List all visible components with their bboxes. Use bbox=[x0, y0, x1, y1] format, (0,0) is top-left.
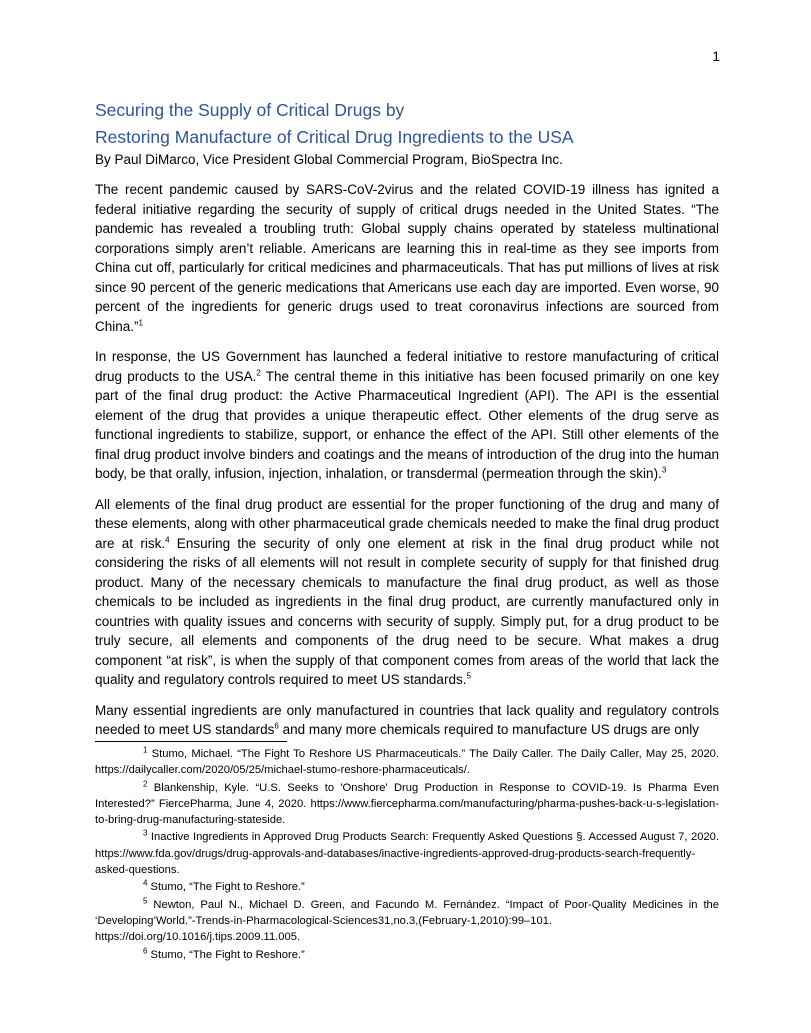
footnote-number: 2 bbox=[143, 778, 148, 788]
footnote-2 bbox=[95, 780, 719, 829]
paragraph-1 bbox=[95, 180, 719, 336]
paragraph-3 bbox=[95, 495, 719, 690]
footnote-3 bbox=[95, 829, 719, 878]
paragraph-4-text-b: and many more chemicals required to manufacture US drugs are only bbox=[278, 722, 700, 737]
footnote-text: Newton, Paul N., Michael D. Green, and Facundo M. Fernández. “Impact of Poor-Quality Medicines in the ‘Developing’World.”-Trends-in-Pharmacological-Sciences31,no.3,(February-1,2010):99–101. https://doi.org/10.1016/j.tips.2009.11.005. bbox=[95, 898, 719, 944]
footnote-6 bbox=[95, 947, 719, 963]
footnote-number: 6 bbox=[143, 945, 148, 955]
footnote-text: Blankenship, Kyle. “U.S. Seeks to 'Onshore' Drug Production in Response to COVID-19. Is Pharma Even Interested?” FiercePharma, June 4, 2020. https://www.fiercepharma.com/manufacturing/pharma-pushes-back-u-s-legislation-to-bring-drug-manufacturing-stateside. bbox=[95, 781, 719, 827]
footnotes-section bbox=[95, 746, 719, 964]
footnote-ref-6[interactable]: 6 bbox=[274, 721, 279, 731]
footnote-text: Stumo, “The Fight to Reshore.” bbox=[147, 948, 305, 961]
footnote-ref-5[interactable]: 5 bbox=[466, 671, 471, 681]
footnote-number: 1 bbox=[143, 745, 148, 755]
footnote-text: Stumo, “The Fight to Reshore.” bbox=[147, 881, 305, 894]
footnote-ref-1[interactable]: 1 bbox=[138, 318, 143, 327]
paragraph-4 bbox=[95, 701, 719, 740]
document-title-line-1: Securing the Supply of Critical Drugs by bbox=[95, 100, 405, 120]
document-title-line-2: Restoring Manufacture of Critical Drug Ingredients to the USA bbox=[95, 127, 574, 147]
paragraph-1-text: The recent pandemic caused by SARS-CoV-2virus and the related COVID-19 illness has ignited a federal initiative regarding the security of supply of critical drugs needed in the United States. “The pandemic has revealed a troubling truth: Global supply chains operated by stateless multinational corporations simply aren’t reliable. Americans are learning this in real-time as they see imports from China cut off, particularly for critical medicines and pharmaceuticals. That has put millions of lives at risk since 90 percent of the generic medications that Americans use each day are imported. Even worse, 90 percent of the ingredients for generic drugs used to treat coronavirus infections are sourced from China.” bbox=[95, 182, 719, 334]
paragraph-3-text-b: Ensuring the security of only one element at risk in the final drug product while not considering the risks of all elements will not result in complete security of supply for that finished drug product. Many of the necessary chemicals to manufacture the final drug product, as well as those chemicals to be included as ingredients in the final drug product, are currently manufactured only in countries with quality issues and concerns with security of supply. Simply put, for a drug product to be truly secure, all elements and components of the drug need to be secure. What makes a drug component “at risk”, is when the supply of that component comes from areas of the world that lack the quality and regulatory controls required to meet US standards. bbox=[95, 535, 719, 687]
paragraph-2-text-a: In response, the US Government has launched a federal initiative to restore manufacturing of critical drug products to the USA. bbox=[95, 349, 719, 384]
footnote-number: 3 bbox=[143, 828, 148, 838]
footnote-text: Inactive Ingredients in Approved Drug Products Search: Frequently Asked Questions §. Accessed August 7, 2020. https://www.fda.gov/drugs/drug-approvals-and-databases/inactive-ingredients-approved-drug-products-search-frequently-asked-questions. bbox=[95, 831, 719, 877]
paragraph-2 bbox=[95, 347, 719, 484]
footnote-1 bbox=[95, 746, 719, 779]
paragraph-2-text-b: The central theme in this initiative has been focused primarily on one key part of the final drug product: the Active Pharmaceutical Ingredient (API). The API is the essential element of the drug that provides a unique therapeutic effect. Other elements of the drug serve as functional ingredients to stabilize, support, or enhance the effect of the API. Still other elements of the final drug product involve binders and coatings and the means of introduction of the drug into the human body, be that orally, infusion, injection, inhalation, or transdermal (permeation through the skin). bbox=[95, 368, 719, 481]
paragraph-4-text-a: Many essential ingredients are only manufactured in countries that lack quality and regulatory controls needed to meet US standards bbox=[95, 702, 719, 737]
paragraph-3-text-a: All elements of the final drug product are essential for the proper functioning of the drug and many of these elements, along with other pharmaceutical grade chemicals needed to make the final drug product are at risk. bbox=[95, 496, 719, 551]
footnote-4 bbox=[95, 879, 719, 895]
footnote-ref-2[interactable]: 2 bbox=[256, 368, 261, 377]
footnote-5 bbox=[95, 897, 719, 946]
footnote-ref-4[interactable]: 4 bbox=[165, 535, 170, 544]
footnote-number: 4 bbox=[143, 878, 148, 888]
page-number: 1 bbox=[712, 48, 720, 64]
footnote-separator bbox=[95, 741, 287, 742]
footnote-text: Stumo, Michael. “The Fight To Reshore US Pharmaceuticals.” The Daily Caller. The Daily Caller, May 25, 2020. https://dailycaller.com/2020/05/25/michael-stumo-reshore-pharmaceuticals/. bbox=[95, 748, 719, 777]
footnote-ref-3[interactable]: 3 bbox=[661, 465, 667, 475]
document-body bbox=[95, 97, 719, 751]
footnote-number: 5 bbox=[143, 895, 148, 905]
author-byline: By Paul DiMarco, Vice President Global Commercial Program, BioSpectra Inc. bbox=[95, 152, 563, 167]
